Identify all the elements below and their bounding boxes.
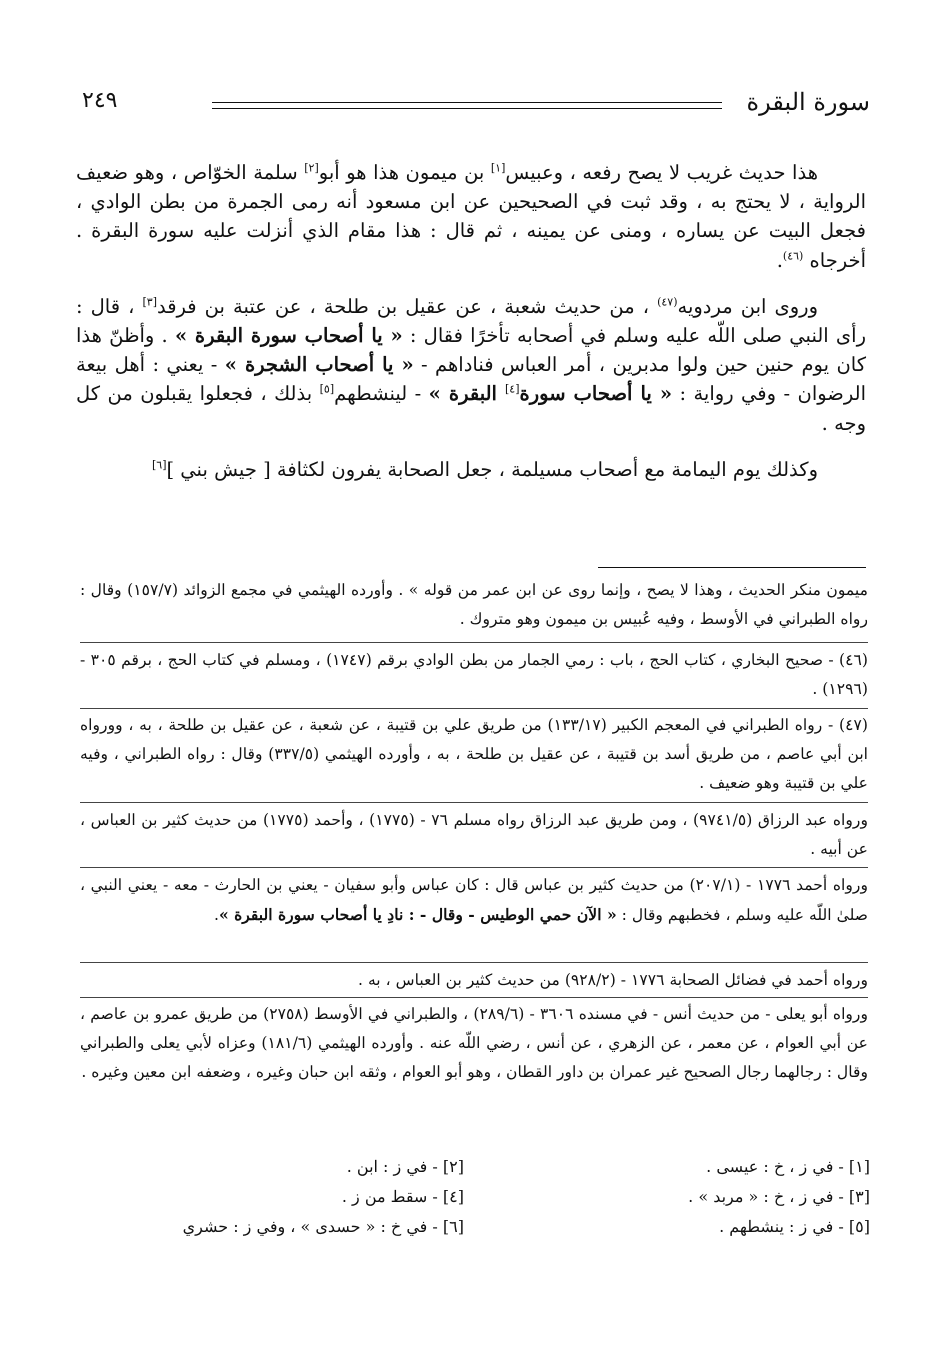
footnote-divider (80, 997, 868, 998)
running-title: سورة البقرة (746, 88, 870, 116)
footnote-divider (80, 867, 868, 868)
quote-bold: « يا أصحاب سورة (519, 382, 673, 406)
footnote-divider (80, 962, 868, 963)
footnote-47-b: ورواه أحمد ١٧٧٦ - (٢٠٧/١) من حديث كثير بن عباس قال : كان عباس وأبو سفيان - يعني بن الحارث - معه - يعني النبي ، صلىٰ اللّه عليه وسلم ، فخطبهم وقال : « الآن حمي الوطيس - وقال - : نادِ يا أصحاب سورة البقرة ». (80, 876, 868, 924)
note-ref: [٣] (142, 295, 157, 309)
paragraph: وروى ابن مردويه$^{(٤٧)}$ ، من حديث شعبة ، عن عقيل بن طلحة ، عن عتبة بن فرقد[٣] ، قال : رأى النبي صلى اللّه عليه وسلم في أصحابه تأخرًا فقال : « يا أصحاب سورة البقرة » . وأظنّ هذا كان يوم حنين حين ولوا مدبرين ، أمر العباس فناداهم - « يا أصحاب الشجرة » - يعني : أهل بيعة الرضوان - وفي رواية : « يا أصحاب سورة[٤] البقرة » - لينشطهم[٥] بذلك ، فجعلوا يقبلون من كل وجه . (76, 294, 866, 435)
main-text (76, 158, 866, 484)
footnote-46: (٤٦) - صحيح البخاري ، كتاب الحج ، باب : رمي الجمار من بطن الوادي برقم (١٧٤٧) ، ومسلم في كتاب الحج ، برقم ٣٠٥ - (١٢٩٦) . (80, 651, 868, 698)
note-ref: [٦] (151, 458, 167, 472)
page-header (72, 88, 870, 128)
footnote-47: (٤٧) - رواه الطبراني في المعجم الكبير (١٣٣/١٧) من طريق علي بن قتيبة ، عن شعبة ، عن عقيل بن طلحة ، به ، وورواه ابن أبي عاصم ، من طريق أسد بن قتيبة ، عن عقيل بن طلحة ، به ، وأورده الهيثمي (٣٣٧/٥) وقال : رواه الطبراني ، وفيه علي بن قتيبة وهو ضعيف . (80, 716, 869, 792)
footnote-ref: (٤٦) (782, 249, 804, 263)
footnote-continuation: ميمون منكر الحديث ، وهذا لا يصح ، وإنما روى عن ابن عمر من قوله » . وأورده الهيثمي في مجمع الزوائد (١٥٧/٧) وقال : رواه الطبراني في الأوسط ، وفيه عُبيس بن ميمون وهو متروك . (80, 581, 868, 628)
footnote-separator (598, 567, 866, 568)
note-ref: [٤] (504, 382, 520, 396)
quote-bold: « الآن حمي الوطيس - وقال - : نادِ يا أصحاب سورة البقرة » (218, 905, 617, 924)
page-number: ٢٤٩ (82, 88, 118, 113)
paragraph: هذا حديث غريب لا يصح رفعه ، وعبيس[١] بن ميمون هذا هو أبو[٢] سلمة الخوّاص ، وهو ضعيف الرواية ، لا يحتج به ، وقد ثبت في الصحيحين عن ابن مسعود أنه رمى الجمرة من بطن الوادي ، فجعل البيت عن يساره ، ومنى عن يمينه ، ثم قال : هذا مقام الذي أنزلت عليه سورة البقرة . أخرجاه $^{(٤٦)}$. (76, 161, 866, 272)
footnote-47-c: ورواه أحمد في فضائل الصحابة ١٧٧٦ - (٩٢٨/٢) من حديث كثير بن العباس ، به . (358, 971, 868, 989)
footnote-ref: (٤٧) (657, 295, 678, 309)
footnote-divider (80, 708, 868, 709)
footnote-47-a: ورواه عبد الرزاق (٩٧٤١/٥) ، ومن طريق عبد الرزاق رواه مسلم ٧٦ - (١٧٧٥) ، وأحمد (١٧٧٥) من حديث كثير بن العباس ، عن أبيه . (80, 811, 868, 858)
paragraph: وكذلك يوم اليمامة مع أصحاب مسيلمة ، جعل الصحابة يفرون لكثافة [ جيش بني ][٦] (151, 457, 818, 481)
footnote-47-d: ورواه أبو يعلى - من حديث أنس - في مسنده ٣٦٠٦ - (٢٨٩/٦) ، والطبراني في الأوسط (٢٧٥٨) من طريق عمرو بن عاصم ، عن أبي العوام ، عن معمر ، عن الزهري ، عن أنس ، رضي اللّه عنه . وأورده الهيثمي (١٨١/٦) وعزاه لأبي يعلى والطبراني وقال : رجالهما رجال الصحيح غير عمران بن داور القطان ، وهو أبو العوام ، وثقه ابن حبان وغيره ، وضعفه ابن معين وغيره . (80, 1005, 868, 1081)
manuscript-note: [٣] - في ز ، خ : « مربد » . (688, 1187, 870, 1206)
footnote-divider (80, 642, 868, 643)
manuscript-note: [٦] - في خ : « حسدى » ، وفي ز : حشري (182, 1217, 464, 1236)
manuscript-note: [٥] - في ز : ينشطهم . (719, 1217, 870, 1236)
manuscript-note: [١] - في ز ، خ : عيسى . (706, 1157, 870, 1176)
quote-bold: « يا أصحاب سورة البقرة » (174, 324, 403, 348)
note-ref: [٢] (304, 161, 319, 175)
quote-bold: « يا أصحاب الشجرة » (224, 353, 414, 377)
note-ref: [١] (490, 161, 506, 175)
footnote-divider (80, 802, 868, 803)
note-ref: [٥] (319, 382, 335, 396)
header-rule (212, 102, 722, 109)
quote-bold: البقرة » (428, 382, 505, 406)
manuscript-note: [٢] - في ز : ابن . (346, 1157, 464, 1176)
manuscript-note: [٤] - سقط من ز . (341, 1187, 464, 1206)
